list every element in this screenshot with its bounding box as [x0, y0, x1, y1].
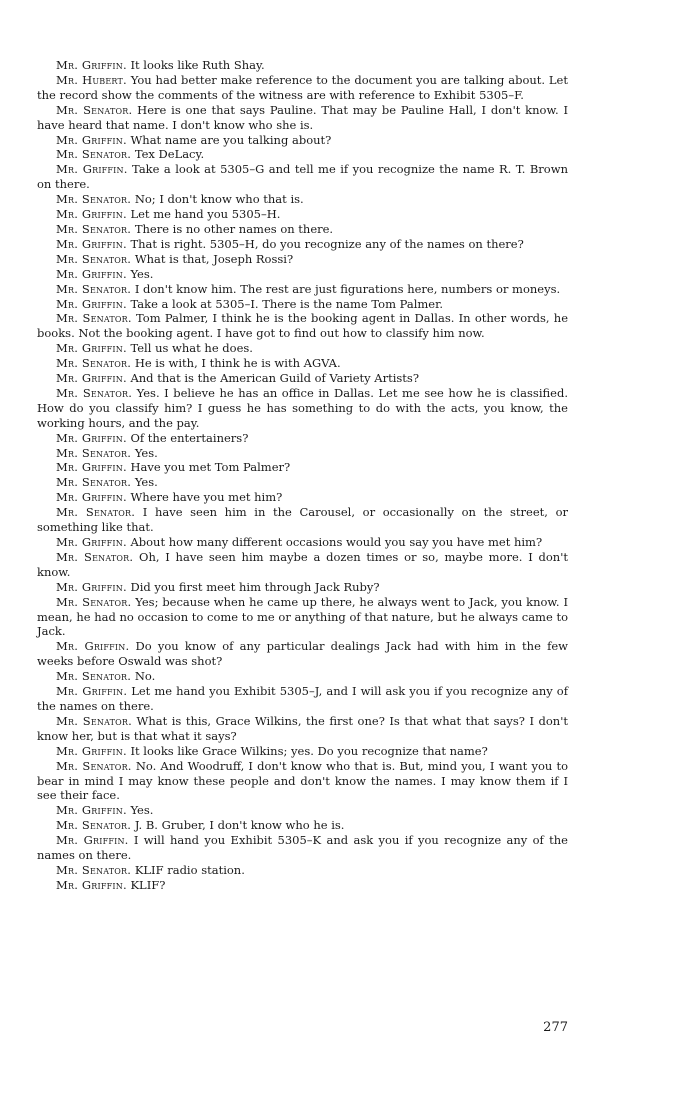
- transcript-line: [37, 535, 568, 550]
- speaker-name: Mr. Griffin.: [56, 579, 127, 594]
- line-text: I don't know him. The rest are just figurations here, numbers or moneys.: [134, 281, 561, 296]
- line-text: Tell us what he does.: [130, 341, 253, 356]
- speaker-name: Mr. Senator.: [56, 475, 132, 490]
- transcript-line: [37, 639, 568, 669]
- transcript-page: [37, 58, 568, 893]
- speaker-name: Mr. Griffin.: [56, 58, 127, 72]
- transcript-line: [37, 744, 568, 759]
- line-text: What name are you talking about?: [130, 132, 332, 147]
- line-text: Of the entertainers?: [130, 430, 249, 445]
- page-number: 277: [543, 1020, 568, 1035]
- speaker-name: Mr. Griffin.: [56, 162, 128, 177]
- line-text: Did you first meet him through Jack Ruby?: [130, 579, 380, 594]
- transcript-line: [37, 133, 568, 148]
- speaker-name: Mr. Griffin.: [56, 877, 127, 892]
- line-text: Yes.: [134, 475, 158, 490]
- speaker-name: Mr. Senator.: [56, 445, 132, 460]
- speaker-name: Mr. Senator.: [56, 251, 132, 266]
- speaker-name: Mr. Griffin.: [56, 207, 127, 222]
- line-text: Here is one that says Pauline. That may be Pauline Hall, I don't know. I have heard that name. I don't know who she is.: [37, 102, 568, 132]
- speaker-name: Mr. Griffin.: [56, 132, 127, 147]
- line-text: Oh, I have seen him maybe a dozen times or so, maybe more. I don't know.: [37, 549, 568, 579]
- speaker-name: Mr. Senator.: [56, 505, 136, 520]
- speaker-name: Mr. Senator.: [56, 758, 132, 773]
- speaker-name: Mr. Senator.: [56, 102, 133, 117]
- line-text: KLIF?: [130, 877, 166, 892]
- line-text: No.: [134, 669, 156, 684]
- transcript-line: [37, 297, 568, 312]
- speaker-name: Mr. Senator.: [56, 669, 132, 684]
- transcript-line: [37, 684, 568, 714]
- line-text: Take a look at 5305–I. There is the name Tom Palmer.: [130, 296, 444, 311]
- line-text: There is no other names on there.: [134, 221, 334, 236]
- line-text: Yes. I believe he has an office in Dallas. Let me see how he is classified. How do you classify him? I guess he has something to do with the acts, you know, the working hours, and the pay.: [37, 385, 568, 430]
- line-text: Let me hand you 5305–H.: [130, 207, 281, 222]
- transcript-line: [37, 669, 568, 684]
- line-text: It looks like Ruth Shay.: [130, 58, 265, 72]
- line-text: I will hand you Exhibit 5305–K and ask you if you recognize any of the names on there.: [37, 833, 568, 863]
- line-text: Yes.: [130, 266, 154, 281]
- line-text: Take a look at 5305–G and tell me if you recognize the name R. T. Brown on there.: [37, 162, 568, 192]
- transcript-line: [37, 759, 568, 804]
- transcript-line: [37, 371, 568, 386]
- transcript-line: [37, 341, 568, 356]
- speaker-name: Mr. Hubert.: [56, 72, 127, 87]
- line-text: J. B. Gruber, I don't know who he is.: [134, 818, 345, 833]
- transcript-line: [37, 460, 568, 475]
- transcript-line: [37, 237, 568, 252]
- line-text: I have seen him in the Carousel, or occasionally on the street, or something like that.: [37, 505, 568, 535]
- line-text: It looks like Grace Wilkins; yes. Do you recognize that name?: [130, 743, 488, 758]
- line-text: Have you met Tom Palmer?: [130, 460, 291, 475]
- line-text: Where have you met him?: [130, 490, 283, 505]
- transcript-line: [37, 356, 568, 371]
- line-text: Tom Palmer, I think he is the booking agent in Dallas. In other words, he books. Not the booking agent. I have got to find out how to classify him now.: [37, 311, 569, 341]
- speaker-name: Mr. Griffin.: [56, 296, 127, 311]
- speaker-name: Mr. Griffin.: [56, 460, 127, 475]
- speaker-name: Mr. Senator.: [56, 221, 132, 236]
- transcript-line: [37, 446, 568, 461]
- transcript-line: [37, 863, 568, 878]
- transcript-line: [37, 103, 568, 133]
- transcript-line: [37, 252, 568, 267]
- speaker-name: Mr. Senator.: [56, 818, 132, 833]
- line-text: He is with, I think he is with AGVA.: [134, 356, 341, 371]
- line-text: About how many different occasions would you say you have met him?: [130, 535, 543, 549]
- line-text: Let me hand you Exhibit 5305–J, and I will ask you if you recognize any of the names on there.: [37, 684, 568, 713]
- transcript-line: [37, 490, 568, 505]
- speaker-name: Mr. Senator.: [56, 862, 132, 877]
- speaker-name: Mr. Senator.: [56, 594, 132, 609]
- transcript-line: [37, 58, 568, 73]
- transcript-line: [37, 818, 568, 833]
- speaker-name: Mr. Griffin.: [56, 743, 127, 758]
- transcript-line: [37, 207, 568, 222]
- speaker-name: Mr. Senator.: [56, 385, 133, 400]
- transcript-line: [37, 580, 568, 595]
- line-text: No; I don't know who that is.: [134, 192, 304, 207]
- transcript-line: [37, 73, 568, 103]
- line-text: Tex DeLacy.: [134, 147, 205, 162]
- speaker-name: Mr. Griffin.: [56, 803, 127, 818]
- transcript-line: [37, 833, 568, 863]
- transcript-line: [37, 386, 568, 431]
- transcript-line: [37, 267, 568, 282]
- transcript-line: [37, 803, 568, 818]
- transcript-line: [37, 550, 568, 580]
- speaker-name: Mr. Griffin.: [56, 266, 127, 281]
- speaker-name: Mr. Griffin.: [56, 430, 127, 445]
- speaker-name: Mr. Griffin.: [56, 371, 127, 386]
- transcript-line: [37, 431, 568, 446]
- speaker-name: Mr. Griffin.: [56, 639, 130, 654]
- transcript-line: [37, 311, 568, 341]
- transcript-line: [37, 505, 568, 535]
- speaker-name: Mr. Griffin.: [56, 341, 127, 356]
- transcript-line: [37, 282, 568, 297]
- line-text: KLIF radio station.: [134, 862, 245, 877]
- transcript-line: [37, 222, 568, 237]
- transcript-line: [37, 878, 568, 893]
- speaker-name: Mr. Senator.: [56, 713, 132, 728]
- line-text: What is that, Joseph Rossi?: [134, 251, 294, 266]
- speaker-name: Mr. Senator.: [56, 281, 132, 296]
- speaker-name: Mr. Senator.: [56, 311, 132, 326]
- speaker-name: Mr. Griffin.: [56, 684, 128, 699]
- speaker-name: Mr. Griffin.: [56, 236, 127, 251]
- transcript-line: [37, 147, 568, 162]
- transcript-line: [37, 595, 568, 640]
- line-text: Yes.: [130, 803, 154, 818]
- line-text: And that is the American Guild of Variety Artists?: [130, 371, 419, 386]
- speaker-name: Mr. Griffin.: [56, 833, 129, 848]
- speaker-name: Mr. Senator.: [56, 549, 134, 564]
- speaker-name: Mr. Griffin.: [56, 490, 127, 505]
- transcript-line: [37, 714, 568, 744]
- speaker-name: Mr. Senator.: [56, 192, 132, 207]
- line-text: No. And Woodruff, I don't know who that is. But, mind you, I want you to bear in mind I may know these people and don't know the names. I may know them if I see their face.: [37, 758, 568, 803]
- line-text: Yes; because when he came up there, he always went to Jack, you know. I mean, he had no occasion to come to me or anything of that nature, but he always came to Jack.: [37, 594, 568, 639]
- speaker-name: Mr. Senator.: [56, 147, 132, 162]
- line-text: That is right. 5305–H, do you recognize any of the names on there?: [130, 236, 524, 251]
- line-text: Do you know of any particular dealings Jack had with him in the few weeks before Oswald was shot?: [37, 639, 568, 669]
- speaker-name: Mr. Griffin.: [56, 535, 127, 549]
- line-text: Yes.: [134, 445, 158, 460]
- transcript-line: [37, 192, 568, 207]
- transcript-line: [37, 162, 568, 192]
- line-text: What is this, Grace Wilkins, the first one? Is that what that says? I don't know her, but is that what it says?: [37, 713, 568, 743]
- line-text: You had better make reference to the document you are talking about. Let the record show the comments of the witness are with reference to Exhibit 5305–F.: [37, 72, 568, 102]
- transcript-line: [37, 475, 568, 490]
- speaker-name: Mr. Senator.: [56, 356, 132, 371]
